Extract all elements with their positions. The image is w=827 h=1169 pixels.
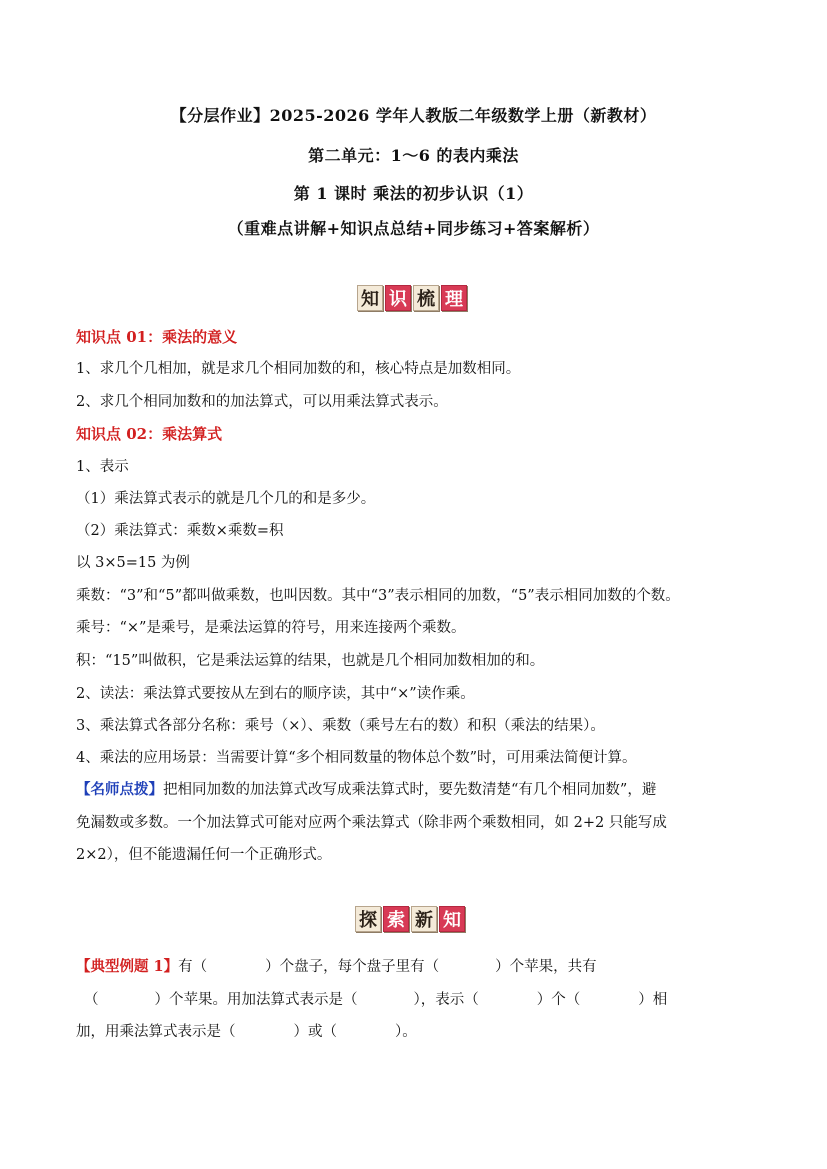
knowledge-point-item: 3、乘法算式各部分名称：乘号（×）、乘数（乘号左右的数）和积（乘法的结果）。 [76,718,605,734]
unit-title: 第二单元：1～6 的表内乘法 [308,146,519,165]
knowledge-point-item: （1）乘法算式表示的就是几个几的和是多少。 [76,491,376,507]
teacher-tip-text: 把相同加数的加法算式改写成乘法算式时，要先数清楚“有几个相同加数”，避 [163,782,657,798]
teacher-tip-text: 2×2），但不能遗漏任何一个正确形式。 [76,847,332,863]
banner-tile: 识 [385,285,411,311]
example-text: ）或（ [293,1024,337,1040]
worksheet-title: 【分层作业】2025-2026 学年人教版二年级数学上册（新教材） [170,106,657,125]
knowledge-point-item: 1、求几个几相加，就是求几个相同加数的和，核心特点是加数相同。 [76,361,521,377]
explore-new-knowledge-banner [355,906,465,932]
knowledge-point-item: 2、读法：乘法算式要按从左到右的顺序读，其中“×”读作乘。 [76,686,475,702]
teacher-tip [76,780,656,800]
banner-tile: 知 [439,906,465,932]
example-question-line [76,1022,417,1042]
knowledge-point-item: 1、表示 [76,459,129,475]
knowledge-point-heading: 知识点 01：乘法的意义 [76,328,238,346]
banner-tile: 新 [411,906,437,932]
knowledge-point-item: 2、求几个相同加数和的加法算式，可以用乘法算式表示。 [76,394,448,410]
teacher-tip-tag: 【名师点拨】 [76,781,163,798]
banner-tile: 知 [357,285,383,311]
example-text: ）个苹果。用加法算式表示是（ [154,992,358,1008]
example-text: ）相 [638,992,668,1008]
banner-tile: 索 [383,906,409,932]
example-text: 加，用乘法算式表示是（ [76,1024,236,1040]
example-text: 有（ [178,959,208,975]
knowledge-point-item: 积：“15”叫做积，它是乘法运算的结果，也就是几个相同加数相加的和。 [76,653,545,669]
example-question-line [76,957,597,977]
knowledge-summary-banner [357,285,467,311]
example-text: ）个（ [536,992,581,1008]
lesson-title: 第 1 课时 乘法的初步认识（1） [293,184,534,203]
knowledge-point-item: （2）乘法算式：乘数×乘数=积 [76,523,284,539]
knowledge-point-item: 以 3×5=15 为例 [76,555,190,571]
worksheet-subtitle: （重难点讲解+知识点总结+同步练习+答案解析） [227,219,600,238]
example-text: ）个苹果，共有 [495,959,597,975]
teacher-tip-text: 免漏数或多数。一个加法算式可能对应两个乘法算式（除非两个乘数相同，如 2+2 只能写成 [76,815,667,831]
knowledge-point-item: 4、乘法的应用场景：当需要计算“多个相同数量的物体总个数”时，可用乘法简便计算。 [76,750,637,766]
knowledge-point-item: 乘号：“×”是乘号，是乘法运算的符号，用来连接两个乘数。 [76,620,466,636]
knowledge-point-item: 乘数：“3”和“5”都叫做乘数，也叫因数。其中“3”表示相同的加数，“5”表示相同加数的个数。 [76,588,680,604]
example-text: （ [84,992,99,1008]
example-tag: 【典型例题 1】 [76,958,179,975]
banner-tile: 理 [441,285,467,311]
banner-tile: 梳 [413,285,439,311]
example-text: ），表示（ [413,992,479,1008]
example-text: ）。 [395,1024,417,1040]
banner-tile: 探 [355,906,381,932]
example-question-line [84,990,667,1010]
knowledge-point-heading: 知识点 02：乘法算式 [76,425,223,443]
example-text: ）个盘子，每个盘子里有（ [265,959,440,975]
